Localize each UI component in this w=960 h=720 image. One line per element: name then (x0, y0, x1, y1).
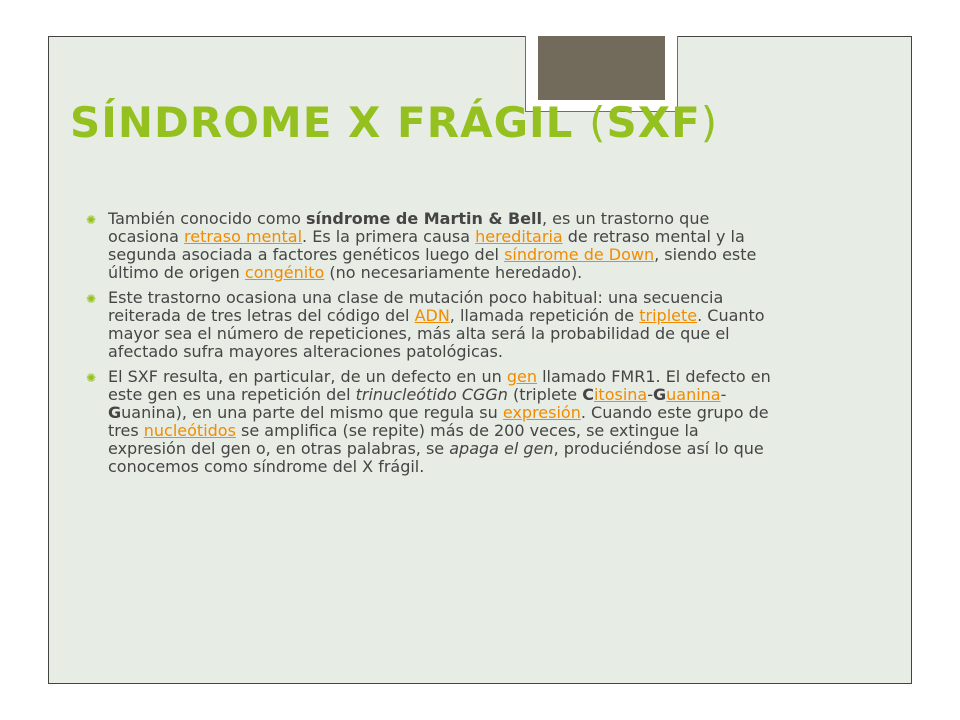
bullet-text: se amplifica (se repite) más de 200 veces, se extingue la expresión del gen o, en otras palabras, se (108, 421, 699, 458)
bullet-item-3 (86, 368, 776, 476)
link-nucleotidos[interactable]: nucleótidos (143, 421, 236, 440)
bullet-item-2 (86, 289, 776, 361)
sun-bullet-icon: ✺ (86, 371, 97, 385)
bullet-text: . Es la primera causa (302, 227, 476, 246)
link-adn[interactable]: ADN (414, 306, 450, 325)
bullet-text: (no necesariamente heredado). (324, 263, 583, 282)
bullet-list (86, 210, 776, 483)
link-triplete[interactable]: triplete (639, 306, 698, 325)
bullet-text: (triplete (507, 385, 583, 404)
bullet-item-1 (86, 210, 776, 282)
title-open-paren: ( (589, 98, 607, 147)
italic-term: apaga el gen (449, 439, 554, 458)
link-gen[interactable]: gen (506, 367, 538, 386)
bullet-text: . Cuanto mayor sea el número de repeticiones, más alta será la probabilidad de que el afectado sufra mayores alteraciones patológicas. (108, 306, 765, 361)
bullet-text: , produciéndose así lo que conocemos como síndrome del X frágil. (108, 439, 764, 476)
dash: - (647, 385, 653, 404)
bold-letter: G (108, 403, 122, 422)
title-main: SÍNDROME X FRÁGIL (70, 98, 590, 147)
link-sindrome-de-down[interactable]: síndrome de Down (504, 245, 655, 264)
slide-title (70, 98, 718, 147)
bullet-text: uanina), en una parte del mismo que regula su (121, 403, 503, 422)
link-hereditaria[interactable]: hereditaria (475, 227, 563, 246)
bold-letter: G (652, 385, 667, 404)
sun-bullet-icon: ✺ (86, 292, 97, 306)
link-guanina[interactable]: uanina (666, 385, 721, 404)
italic-term: trinucleótido CGGn (355, 385, 508, 404)
bullet-text: llamado FMR1. El defecto en este gen es una repetición del (108, 367, 771, 404)
link-expresion[interactable]: expresión (502, 403, 581, 422)
bullet-text: , llamada repetición de (449, 306, 640, 325)
link-citosina[interactable]: itosina (593, 385, 648, 404)
bullet-text: También conocido como (108, 209, 307, 228)
sun-bullet-icon: ✺ (86, 213, 97, 227)
title-abbreviation: SXF (606, 98, 701, 147)
title-close-paren: ) (700, 98, 719, 147)
bold-letter: C (582, 385, 594, 404)
corner-accent-fill (538, 36, 665, 100)
dash: - (720, 385, 727, 404)
bullet-text: de retraso mental y la segunda asociada a factores genéticos luego del (108, 227, 745, 264)
bullet-text: , es un trastorno que ocasiona (108, 209, 710, 246)
bullet-text: . Cuando este grupo de tres (108, 403, 769, 440)
link-retraso-mental[interactable]: retraso mental (184, 227, 303, 246)
bold-term: síndrome de Martin & Bell (306, 209, 542, 228)
link-congenito[interactable]: congénito (244, 263, 325, 282)
bullet-text: El SXF resulta, en particular, de un defecto en un (108, 367, 507, 386)
bullet-text: , siendo este último de origen (108, 245, 757, 282)
bullet-text: Este trastorno ocasiona una clase de mutación poco habitual: una secuencia reiterada de tres letras del código del (108, 288, 724, 325)
